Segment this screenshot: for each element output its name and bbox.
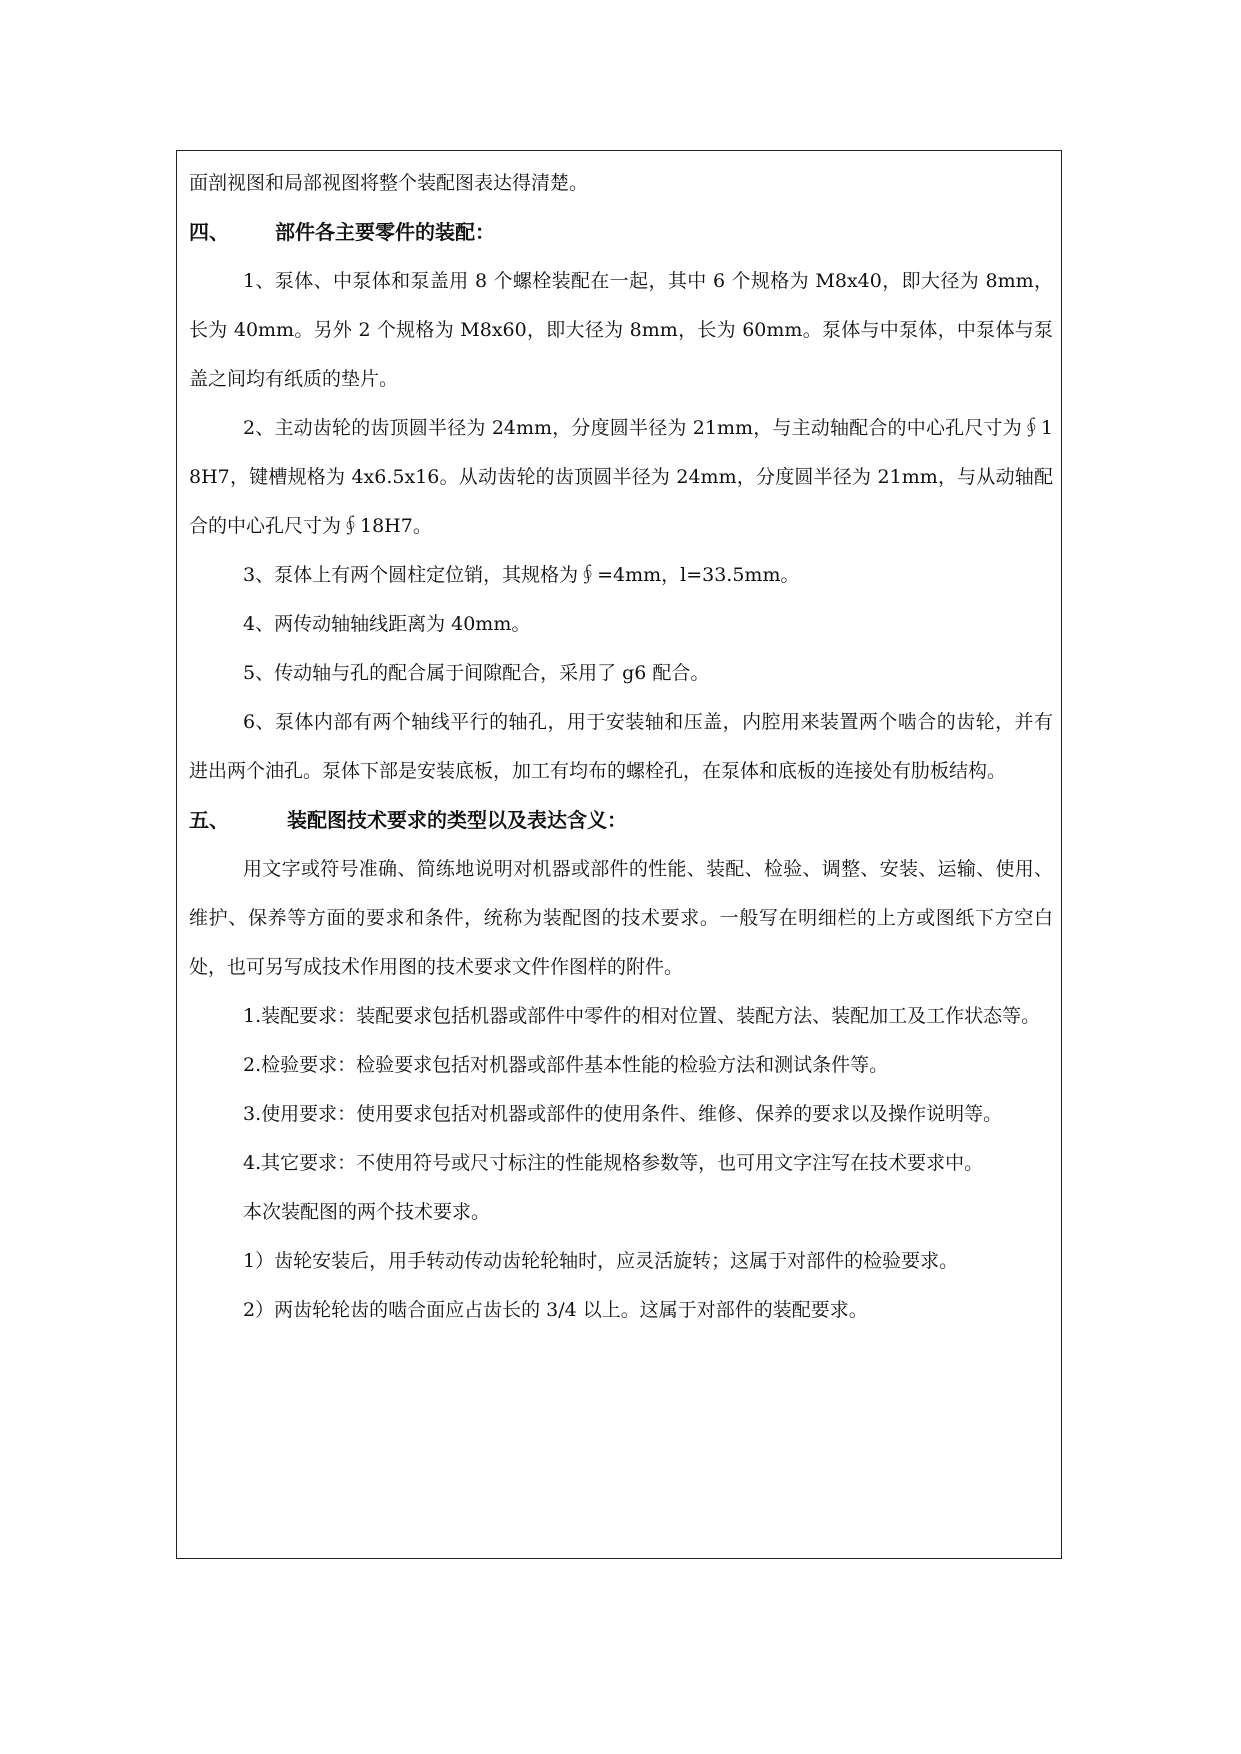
- section-4-item: 6、泵体内部有两个轴线平行的轴孔，用于安装轴和压盖，内腔用来装置两个啮合的齿轮，并有进出两个油孔。泵体下部是安装底板，加工有均布的螺栓孔，在泵体和底板的连接处有肋板结构。: [189, 711, 1053, 782]
- section-5-item: 2.检验要求：检验要求包括对机器或部件基本性能的检验方法和测试条件等。: [243, 1054, 889, 1076]
- section-5-intro: 用文字或符号准确、简练地说明对机器或部件的性能、装配、检验、调整、安装、运输、使用、维护、保养等方面的要求和条件，统称为装配图的技术要求。一般写在明细栏的上方或图纸下方空白处，也可另写成技术作用图的技术要求文件作图样的附件。: [189, 858, 1053, 978]
- section-4-number: 四、: [189, 220, 229, 244]
- section-5-this-item: 2）两齿轮轮齿的啮合面应占齿长的 3/4 以上。这属于对部件的装配要求。: [243, 1299, 868, 1321]
- section-5-item: 1.装配要求：装配要求包括机器或部件中零件的相对位置、装配方法、装配加工及工作状态等。: [243, 1005, 1041, 1027]
- section-4-title: 部件各主要零件的装配：: [275, 220, 495, 244]
- section-5-heading: [189, 796, 1053, 845]
- section-4-item: 4、两传动轴轴线距离为 40mm。: [243, 613, 531, 635]
- section-5-number: 五、: [189, 808, 229, 832]
- section-4-item: 1、泵体、中泵体和泵盖用 8 个螺栓装配在一起，其中 6 个规格为 M8x40，即大径为 8mm，长为 40mm。另外 2 个规格为 M8x60，即大径为 8mm，长为 60mm。泵体与中泵体，中泵体与泵盖之间均有纸质的垫片。: [189, 270, 1053, 390]
- continuation-paragraph: 面剖视图和局部视图将整个装配图表达得清楚。: [189, 172, 589, 194]
- table-cell-frame: [176, 150, 1062, 1559]
- section-5-this-item: 1）齿轮安装后，用手转动传动齿轮轮轴时，应灵活旋转；这属于对部件的检验要求。: [243, 1250, 959, 1272]
- section-5-item: 3.使用要求：使用要求包括对机器或部件的使用条件、维修、保养的要求以及操作说明等。: [243, 1103, 1003, 1125]
- section-4-heading: [189, 208, 1053, 257]
- section-5-title: 装配图技术要求的类型以及表达含义：: [287, 808, 627, 832]
- section-5-item: 4.其它要求：不使用符号或尺寸标注的性能规格参数等，也可用文字注写在技术要求中。: [243, 1152, 984, 1174]
- section-4-item: 3、泵体上有两个圆柱定位销，其规格为∮=4mm，l=33.5mm。: [243, 564, 800, 586]
- section-4-item: 5、传动轴与孔的配合属于间隙配合，采用了 g6 配合。: [243, 662, 710, 684]
- document-body: [189, 159, 1053, 1335]
- section-4-item: 2、主动齿轮的齿顶圆半径为 24mm，分度圆半径为 21mm，与主动轴配合的中心孔尺寸为∮18H7，键槽规格为 4x6.5x16。从动齿轮的齿顶圆半径为 24mm，分度圆半径为 21mm，与从动轴配合的中心孔尺寸为∮18H7。: [189, 417, 1053, 537]
- section-5-this-intro: 本次装配图的两个技术要求。: [243, 1201, 491, 1223]
